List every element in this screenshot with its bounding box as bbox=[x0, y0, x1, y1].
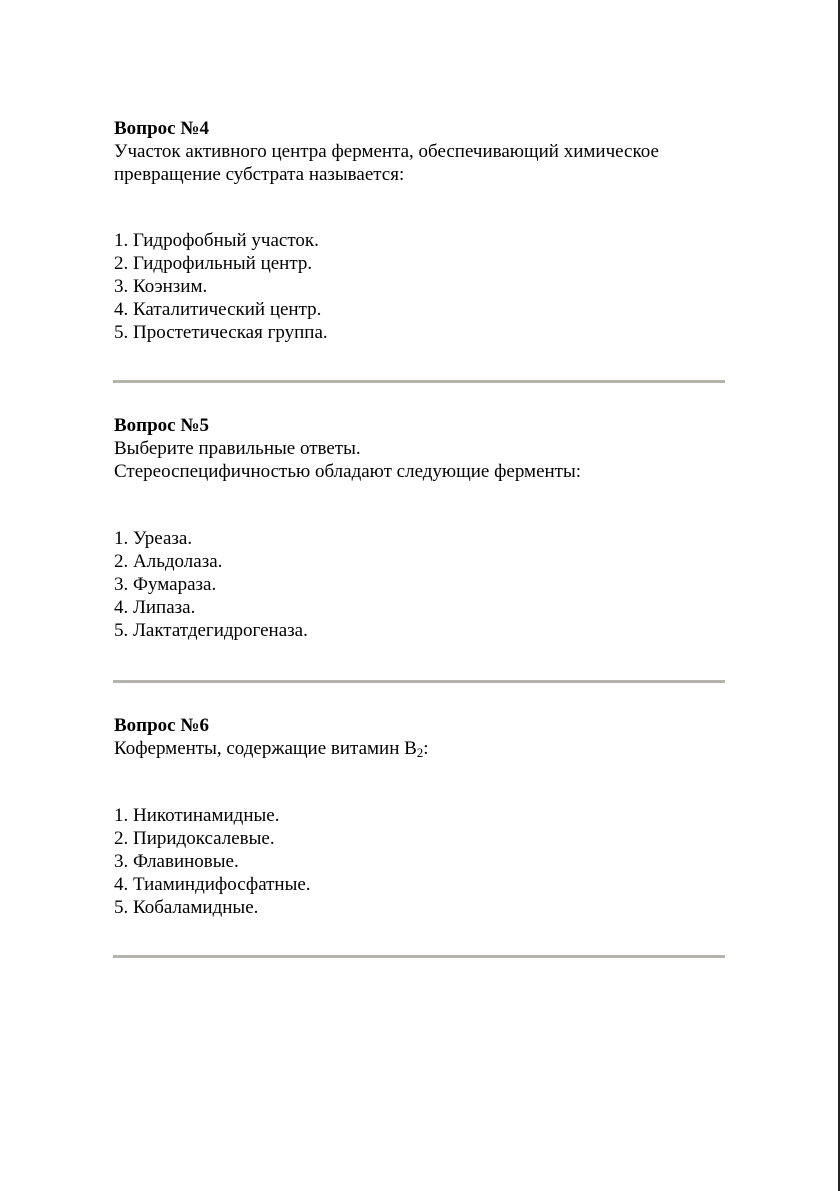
answer-option-3: 3. Флавиновые. bbox=[114, 851, 239, 872]
answer-option-1: 1. Никотинамидные. bbox=[114, 805, 280, 826]
section-divider bbox=[113, 955, 725, 958]
answer-option-3: 3. Коэнзим. bbox=[114, 276, 208, 297]
answer-option-4: 4. Липаза. bbox=[114, 597, 196, 618]
section-divider bbox=[113, 380, 725, 383]
answer-options bbox=[114, 229, 328, 344]
section-divider bbox=[113, 680, 725, 683]
answer-option-5: 5. Простетическая группа. bbox=[114, 322, 328, 343]
question-text-line-2: Стереоспецифичностью обладают следующие ферменты: bbox=[114, 461, 582, 482]
question-title: Вопрос №4 bbox=[114, 118, 209, 139]
subscript: 2 bbox=[416, 745, 424, 760]
answer-option-4: 4. Каталитический центр. bbox=[114, 299, 322, 320]
answer-option-5: 5. Кобаламидные. bbox=[114, 897, 259, 918]
answer-option-1: 1. Уреаза. bbox=[114, 528, 193, 549]
question-5 bbox=[114, 414, 726, 641]
answer-options bbox=[114, 527, 308, 642]
question-title: Вопрос №5 bbox=[114, 415, 209, 436]
question-text-line-2: превращение субстрата называется: bbox=[114, 164, 405, 185]
answer-option-1: 1. Гидрофобный участок. bbox=[114, 230, 319, 251]
answer-options bbox=[114, 804, 311, 919]
answer-option-2: 2. Гидрофильный центр. bbox=[114, 253, 313, 274]
answer-option-2: 2. Пиридоксалевые. bbox=[114, 828, 275, 849]
question-4 bbox=[114, 117, 726, 343]
question-text: Коферменты, содержащие витамин B bbox=[114, 738, 417, 759]
answer-option-5: 5. Лактатдегидрогеназа. bbox=[114, 620, 308, 641]
answer-option-2: 2. Альдолаза. bbox=[114, 551, 223, 572]
question-title: Вопрос №6 bbox=[114, 715, 209, 736]
question-text-line-1: Участок активного центра фермента, обеспечивающий химическое bbox=[114, 141, 659, 162]
question-text-line-1: Выберите правильные ответы. bbox=[114, 438, 361, 459]
answer-option-3: 3. Фумараза. bbox=[114, 574, 217, 595]
question-text-line-1 bbox=[114, 737, 726, 760]
question-6 bbox=[114, 714, 726, 918]
answer-option-4: 4. Тиаминдифосфатные. bbox=[114, 874, 311, 895]
question-text-end: : bbox=[423, 738, 429, 759]
